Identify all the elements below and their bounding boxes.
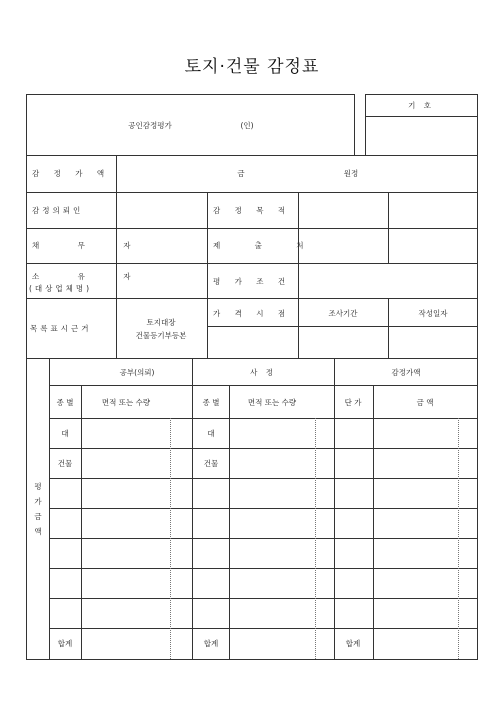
rule xyxy=(26,659,478,660)
rule xyxy=(49,628,478,629)
list-basis-label: 목록표시근거 xyxy=(30,324,92,333)
group-public-header: 공부(의뢰) xyxy=(119,368,155,377)
rule xyxy=(49,538,478,539)
side-label-char: 금 xyxy=(34,512,42,521)
rule xyxy=(388,298,389,359)
appraiser-label: 공인감정평가 xyxy=(128,121,172,130)
rule xyxy=(207,192,208,359)
building-row-label: 건물 xyxy=(57,459,73,468)
value-date-label: 가 격 시 점 xyxy=(213,309,292,318)
survey-period-label: 조사기간 xyxy=(328,309,358,318)
dotted-divider xyxy=(315,418,316,659)
rule xyxy=(116,155,117,359)
rule xyxy=(49,358,50,660)
rule xyxy=(354,94,355,156)
code-label: 기 호 xyxy=(408,101,434,110)
rule xyxy=(365,94,478,95)
group-amount-header: 감정가액 xyxy=(391,368,421,377)
rule xyxy=(49,598,478,599)
group-actual-header: 사 정 xyxy=(250,368,276,377)
currency-prefix: 금 xyxy=(237,169,245,178)
rule xyxy=(49,478,478,479)
rule xyxy=(26,358,478,359)
rule xyxy=(365,94,366,156)
rule xyxy=(26,155,27,359)
rule xyxy=(49,508,478,509)
register-land: 토지대장 xyxy=(146,318,176,327)
land-row-label: 대 xyxy=(61,429,69,438)
rule xyxy=(388,192,389,263)
rule xyxy=(477,358,478,660)
rule xyxy=(334,358,335,660)
valuation-condition-label: 평 가 조 건 xyxy=(213,277,292,286)
col-area2-header: 면적 또는 수량 xyxy=(247,398,297,407)
side-label-char: 평 xyxy=(34,482,42,491)
col-area-header: 면적 또는 수량 xyxy=(101,398,151,407)
rule xyxy=(26,358,27,660)
rule xyxy=(373,385,374,660)
col-unit-header: 단 가 xyxy=(344,398,362,407)
total-label-amount: 합계 xyxy=(345,639,361,648)
rule xyxy=(49,385,478,386)
rule xyxy=(298,192,299,359)
rule xyxy=(26,298,478,299)
rule xyxy=(49,568,478,569)
rule xyxy=(26,192,478,193)
requester-label: 감정의뢰인 xyxy=(32,206,84,215)
debtor-label: 채 무 자 xyxy=(32,241,149,250)
total-label-public: 합계 xyxy=(57,639,73,648)
land-row-label-actual: 대 xyxy=(207,429,215,438)
appraisal-amount-label: 감 정 가 액 xyxy=(32,169,111,178)
total-label-actual: 합계 xyxy=(203,639,219,648)
owner-sub-label: (대상업체명) xyxy=(29,284,93,293)
seal-label: (인) xyxy=(240,121,254,130)
rule xyxy=(26,155,478,156)
rule xyxy=(26,263,478,264)
rule xyxy=(192,358,193,660)
side-label-char: 액 xyxy=(34,527,42,536)
rule xyxy=(26,94,27,156)
rule xyxy=(477,94,478,156)
rule xyxy=(229,385,230,660)
col-kind2-header: 종 별 xyxy=(202,398,220,407)
side-label-char: 가 xyxy=(34,497,42,506)
rule xyxy=(26,228,478,229)
col-money-header: 금 액 xyxy=(416,398,434,407)
rule xyxy=(477,155,478,359)
rule xyxy=(207,326,478,327)
owner-label: 소 유 자 xyxy=(32,272,149,281)
dotted-divider xyxy=(170,418,171,659)
purpose-label: 감 정 목 적 xyxy=(213,206,292,215)
document-title: 토지·건물 감정표 xyxy=(184,57,320,77)
rule xyxy=(49,418,478,419)
dotted-divider xyxy=(458,418,459,659)
rule xyxy=(365,116,478,117)
currency-unit: 원정 xyxy=(343,169,359,178)
building-row-label-actual: 건물 xyxy=(203,459,219,468)
rule xyxy=(49,448,478,449)
col-kind-header: 종 별 xyxy=(56,398,74,407)
register-building: 건물등기부등본 xyxy=(135,331,187,340)
creation-date-label: 작성일자 xyxy=(418,309,448,318)
rule xyxy=(26,94,355,95)
rule xyxy=(81,385,82,660)
submitter-label: 제 출 처 xyxy=(213,241,320,250)
